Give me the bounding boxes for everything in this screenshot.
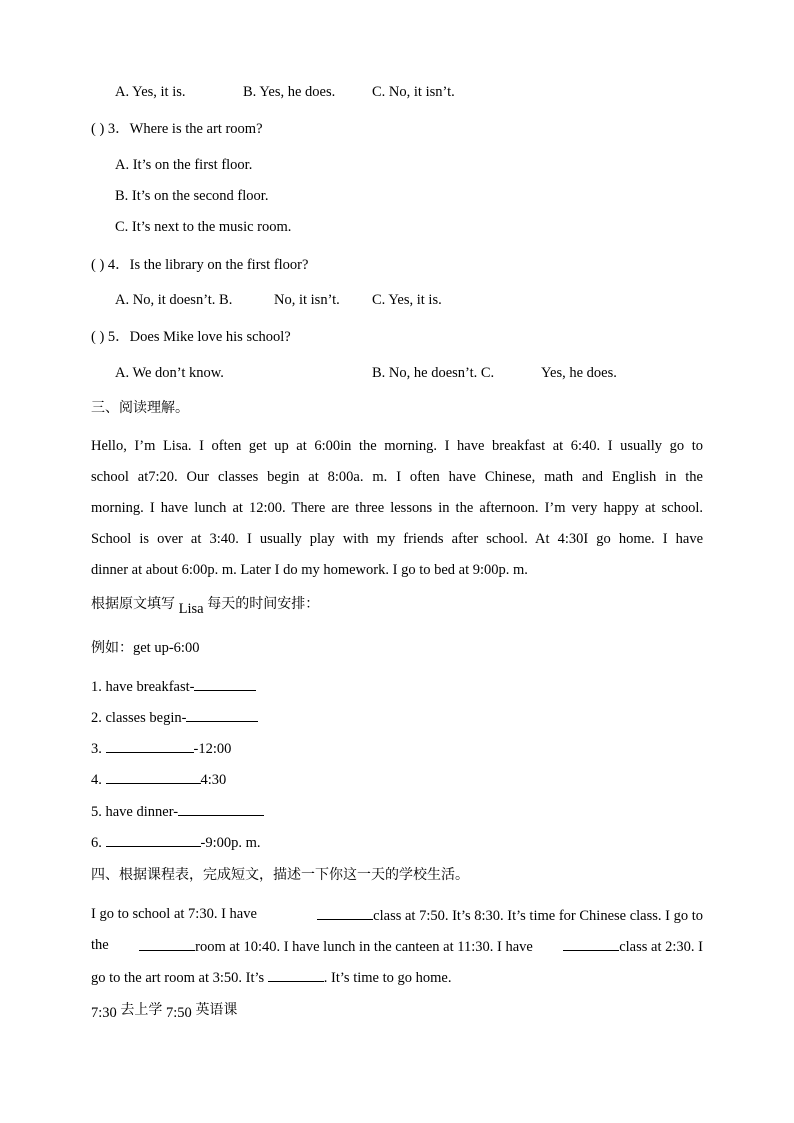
fill-item-1 — [91, 678, 256, 695]
answer-blank[interactable] — [106, 834, 201, 847]
fill-item-text: 2. classes begin- — [91, 710, 187, 726]
fill-item-4 — [91, 771, 226, 788]
q5-option-b: B. No, he doesn’t. C. — [372, 365, 495, 381]
text: . It’s time to go home. — [323, 970, 452, 986]
text: class at 2:30. I — [619, 939, 703, 955]
schedule-time-2: 7:50 — [166, 1005, 192, 1021]
fill-item-6 — [91, 834, 261, 851]
q3-option-a: A. It’s on the first floor. — [115, 157, 253, 173]
q5-stem: ( ) 5．Does Mike love his school? — [91, 329, 291, 345]
q4-option-b: No, it isn’t. — [274, 292, 340, 308]
text: the — [91, 937, 109, 953]
q2-option-b: B. Yes, he does. — [243, 84, 336, 100]
text: go to the art room at 3:50. It’s — [91, 970, 265, 986]
section4-line-2 — [91, 938, 703, 955]
section4-line-3 — [91, 969, 451, 986]
fill-item-suffix: -9:00p. m. — [200, 835, 261, 851]
answer-blank[interactable] — [194, 678, 256, 691]
passage-line-3: morning. I have lunch at 12:00. There are three lessons in the afternoon. I’m very happy at school. — [91, 500, 703, 516]
text: class at 7:50. It’s 8:30. It’s time for Chinese class. I go to — [373, 908, 703, 924]
q3-stem: ( ) 3．Where is the art room? — [91, 121, 263, 137]
passage-line-4: School is over at 3:40. I usually play with my friends after school. At 4:30I go home. I have — [91, 531, 703, 547]
fill-item-text: 6. — [91, 835, 106, 851]
fill-item-suffix: 4:30 — [200, 772, 227, 788]
text: I go to school at 7:30. I have — [91, 906, 257, 922]
passage-line-5: dinner at about 6:00p. m. Later I do my homework. I go to bed at 9:00p. m. — [91, 562, 528, 578]
answer-blank[interactable] — [317, 907, 373, 920]
fill-item-text: 1. have breakfast- — [91, 679, 195, 695]
text: room at 10:40. I have lunch in the canteen at 11:30. I have — [195, 939, 533, 955]
answer-blank[interactable] — [139, 938, 195, 951]
schedule-line — [91, 1002, 238, 1021]
example-label: 例如： — [91, 640, 133, 656]
fill-item-text: 4. — [91, 772, 106, 788]
answer-blank[interactable] — [268, 969, 324, 982]
answer-blank[interactable] — [106, 771, 201, 784]
q2-option-c: C. No, it isn’t. — [372, 84, 455, 100]
fill-item-suffix: -12:00 — [193, 741, 232, 757]
answer-blank[interactable] — [178, 803, 264, 816]
section3-heading: 三、阅读理解。 — [91, 400, 189, 416]
q4-option-c: C. Yes, it is. — [372, 292, 442, 308]
schedule-time-1: 7:30 — [91, 1005, 117, 1021]
fill-item-text: 3. — [91, 741, 106, 757]
q3-option-c: C. It’s next to the music room. — [115, 219, 292, 235]
instruction-prefix: 根据原文填写 — [91, 596, 175, 612]
q3-option-b: B. It’s on the second floor. — [115, 188, 269, 204]
section4-heading: 四、根据课程表，完成短文，描述一下你这一天的学校生活。 — [91, 867, 469, 883]
answer-blank[interactable] — [563, 938, 619, 951]
example-line — [91, 641, 199, 656]
section4-line-1 — [91, 907, 703, 924]
fill-item-text: 5. have dinner- — [91, 804, 179, 820]
fill-item-2 — [91, 709, 258, 726]
q4-option-a: A. No, it doesn’t. B. — [115, 292, 233, 308]
fill-item-3 — [91, 740, 231, 757]
instruction-name: Lisa — [178, 601, 204, 617]
q2-option-a: A. Yes, it is. — [115, 84, 186, 100]
schedule-event-2: 英语课 — [195, 1002, 238, 1018]
fill-item-5 — [91, 803, 264, 820]
section3-instruction — [91, 596, 320, 617]
q4-stem: ( ) 4．Is the library on the first floor? — [91, 257, 309, 273]
schedule-event-1: 去上学 — [120, 1002, 163, 1018]
passage-line-2: school at7:20. Our classes begin at 8:00a. m. I often have Chinese, math and English in the — [91, 469, 703, 485]
q5-option-c: Yes, he does. — [541, 365, 617, 381]
instruction-suffix: 每天的时间安排： — [207, 596, 320, 612]
answer-blank[interactable] — [186, 709, 258, 722]
example-value: get up-6:00 — [133, 640, 200, 656]
passage-line-1: Hello, I’m Lisa. I often get up at 6:00in the morning. I have breakfast at 6:40. I usually go to — [91, 438, 703, 454]
answer-blank[interactable] — [106, 740, 194, 753]
q5-option-a: A. We don’t know. — [115, 365, 224, 381]
